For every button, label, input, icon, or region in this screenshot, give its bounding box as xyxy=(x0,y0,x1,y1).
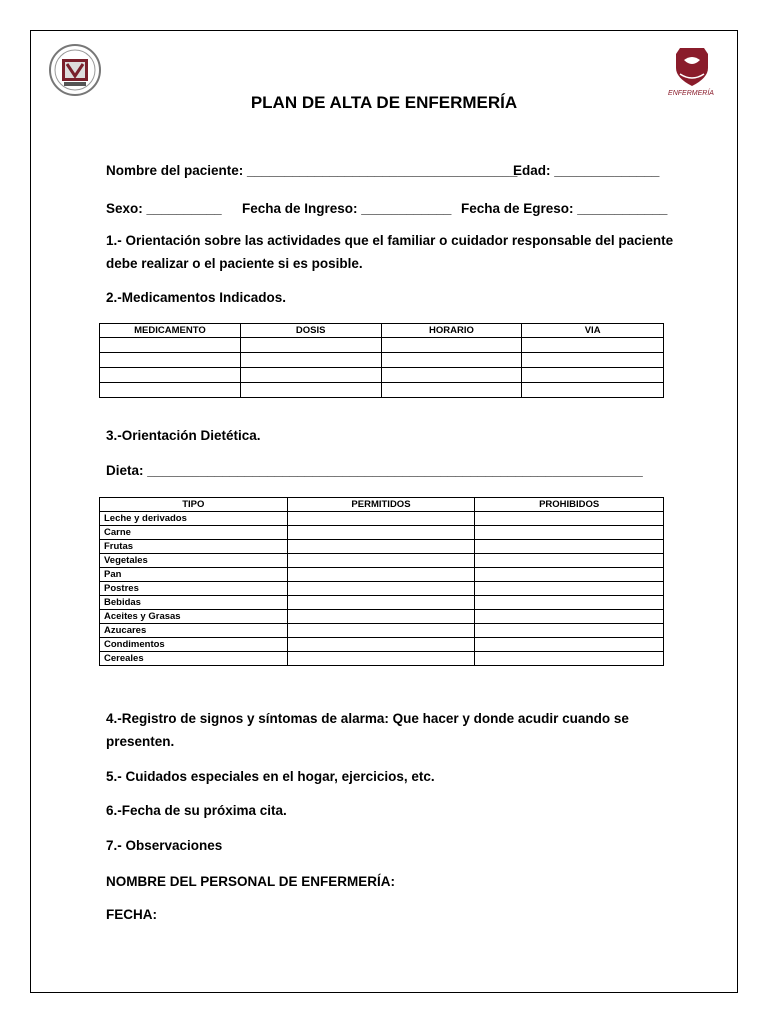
diet-type-cell: Bebidas xyxy=(100,596,288,610)
diet-type-cell: Cereales xyxy=(100,652,288,666)
section-4-line-2: presenten. xyxy=(106,734,175,749)
table-row xyxy=(100,554,664,568)
nursing-staff-name-field: NOMBRE DEL PERSONAL DE ENFERMERÍA: xyxy=(106,874,396,889)
diet-type-cell: Frutas xyxy=(100,540,288,554)
med-row xyxy=(100,383,664,398)
diet-type-cell: Azucares xyxy=(100,624,288,638)
table-row xyxy=(100,568,664,582)
diet-type-cell: Leche y derivados xyxy=(100,512,288,526)
diet-type-cell: Carne xyxy=(100,526,288,540)
table-row xyxy=(100,540,664,554)
med-header-horario: HORARIO xyxy=(381,324,522,338)
med-row xyxy=(100,353,664,368)
diet-field: Dieta: __________________________________________________________________ xyxy=(106,463,643,478)
sex-field: Sexo: __________ xyxy=(106,201,222,216)
discharge-date-field: Fecha de Egreso: ____________ xyxy=(461,201,668,216)
diet-table xyxy=(99,497,664,666)
medications-table xyxy=(99,323,664,398)
med-row xyxy=(100,368,664,383)
section-1-line-2: debe realizar o el paciente si es posible. xyxy=(106,256,363,271)
section-2-heading: 2.-Medicamentos Indicados. xyxy=(106,290,287,305)
table-row xyxy=(100,638,664,652)
section-6-heading: 6.-Fecha de su próxima cita. xyxy=(106,803,287,818)
section-7-heading: 7.- Observaciones xyxy=(106,838,223,853)
patient-name-field: Nombre del paciente: ____________________________________ xyxy=(106,163,518,178)
diet-type-cell: Pan xyxy=(100,568,288,582)
section-1-line-1: 1.- Orientación sobre las actividades que el familiar o cuidador responsable del paciente xyxy=(106,233,674,248)
table-row xyxy=(100,624,664,638)
diet-header-tipo: TIPO xyxy=(100,498,288,512)
diet-header-prohibidos: PROHIBIDOS xyxy=(475,498,664,512)
section-5-heading: 5.- Cuidados especiales en el hogar, ejercicios, etc. xyxy=(106,769,435,784)
diet-type-cell: Vegetales xyxy=(100,554,288,568)
table-row xyxy=(100,610,664,624)
table-row xyxy=(100,582,664,596)
section-3-heading: 3.-Orientación Dietética. xyxy=(106,428,261,443)
age-field: Edad: ______________ xyxy=(513,163,660,178)
med-header-medicamento: MEDICAMENTO xyxy=(100,324,241,338)
admission-date-field: Fecha de Ingreso: ____________ xyxy=(242,201,452,216)
nursing-logo-text: ENFERMERÍA xyxy=(668,90,714,97)
table-row xyxy=(100,652,664,666)
date-field: FECHA: xyxy=(106,907,157,922)
table-row xyxy=(100,526,664,540)
table-row xyxy=(100,512,664,526)
table-row xyxy=(100,596,664,610)
diet-type-cell: Postres xyxy=(100,582,288,596)
university-seal-logo xyxy=(48,42,102,100)
section-4-line-1: 4.-Registro de signos y síntomas de alarma: Que hacer y donde acudir cuando se xyxy=(106,711,629,726)
med-header-via: VIA xyxy=(522,324,664,338)
diet-type-cell: Aceites y Grasas xyxy=(100,610,288,624)
med-header-dosis: DOSIS xyxy=(240,324,381,338)
diet-type-cell: Condimentos xyxy=(100,638,288,652)
page-title: PLAN DE ALTA DE ENFERMERÍA xyxy=(250,93,518,112)
med-row xyxy=(100,338,664,353)
diet-header-permitidos: PERMITIDOS xyxy=(287,498,475,512)
